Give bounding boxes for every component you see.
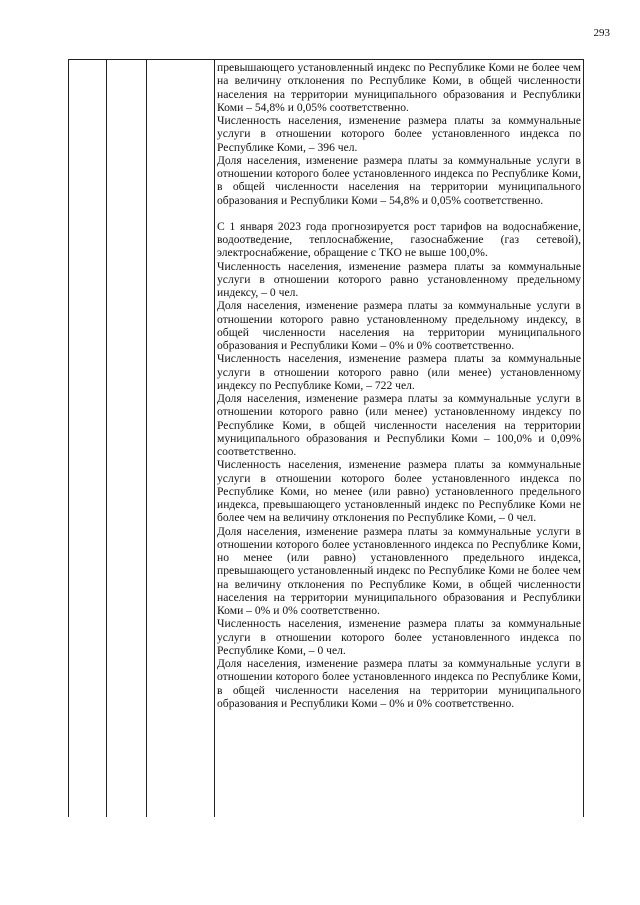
paragraph: Доля населения, изменение размера платы за коммунальные услуги в отношении которого более установленного индекса по Республике Коми, в общей численности населения на территории муниципального образования и Республики Коми – 54,8% и 0,05% соответственно.	[217, 153, 581, 207]
paragraph: Численность населения, изменение размера платы за коммунальные услуги в отношении которого равно (или менее) установленному индексу по Республике Коми, – 722 чел.	[217, 352, 581, 392]
paragraph: Доля населения, изменение размера платы за коммунальные услуги в отношении которого более установленного индекса по Республике Коми, но менее (или равно) установленного предельного индекса, превышающего установленный индекс по Республике Коми не более чем на величину отклонения по Республике Коми, в общей численности населения на территории муниципального образования и Республики Коми – 0% и 0% соответственно.	[217, 524, 581, 617]
page-number: 293	[593, 27, 610, 39]
paragraph: Доля населения, изменение размера платы за коммунальные услуги в отношении которого равно установленному предельному индексу, в общей численности населения на территории муниципального образования и Республики Коми – 0% и 0% соответственно.	[217, 299, 581, 352]
paragraph: Доля населения, изменение размера платы за коммунальные услуги в отношении которого равно (или менее) установленному индексу по Республике Коми, в общей численности населения на территории муниципального образования и Республики Коми – 100,0% и 0,09% соответственно.	[217, 392, 581, 458]
table-cell-content	[217, 61, 581, 710]
paragraph: Численность населения, изменение размера платы за коммунальные услуги в отношении которого более установленного индекса по Республике Коми, – 396 чел.	[217, 114, 581, 154]
paragraph: Численность населения, изменение размера платы за коммунальные услуги в отношении которого более установленного индекса по Республике Коми, но менее (или равно) установленного предельного индекса, превышающего установленный индекс по Республике Коми не более чем на величину отклонения по Республике Коми, – 0 чел.	[217, 458, 581, 525]
table-column-divider	[146, 60, 147, 817]
table-column-divider	[106, 60, 107, 817]
table-column-divider	[214, 60, 215, 817]
paragraph: Численность населения, изменение размера платы за коммунальные услуги в отношении которого равно установленному предельному индексу, – 0 чел.	[217, 259, 581, 299]
paragraph: С 1 января 2023 года прогнозируется рост тарифов на водоснабжение, водоотведение, теплоснабжение, газоснабжение (газ сетевой), электроснабжение, обращение с ТКО не выше 100,0%.	[217, 219, 581, 260]
paragraph: превышающего установленный индекс по Республике Коми не более чем на величину отклонения по Республике Коми, в общей численности населения на территории муниципального образования и Республики Коми – 54,8% и 0,05% соответственно.	[217, 61, 581, 114]
paragraph: Доля населения, изменение размера платы за коммунальные услуги в отношении которого более установленного индекса по Республике Коми, в общей численности населения на территории муниципального образования и Республики Коми – 0% и 0% соответственно.	[217, 657, 581, 710]
paragraph: Численность населения, изменение размера платы за коммунальные услуги в отношении которого более установленного индекса по Республике Коми, – 0 чел.	[217, 617, 581, 657]
document-table	[68, 59, 584, 817]
